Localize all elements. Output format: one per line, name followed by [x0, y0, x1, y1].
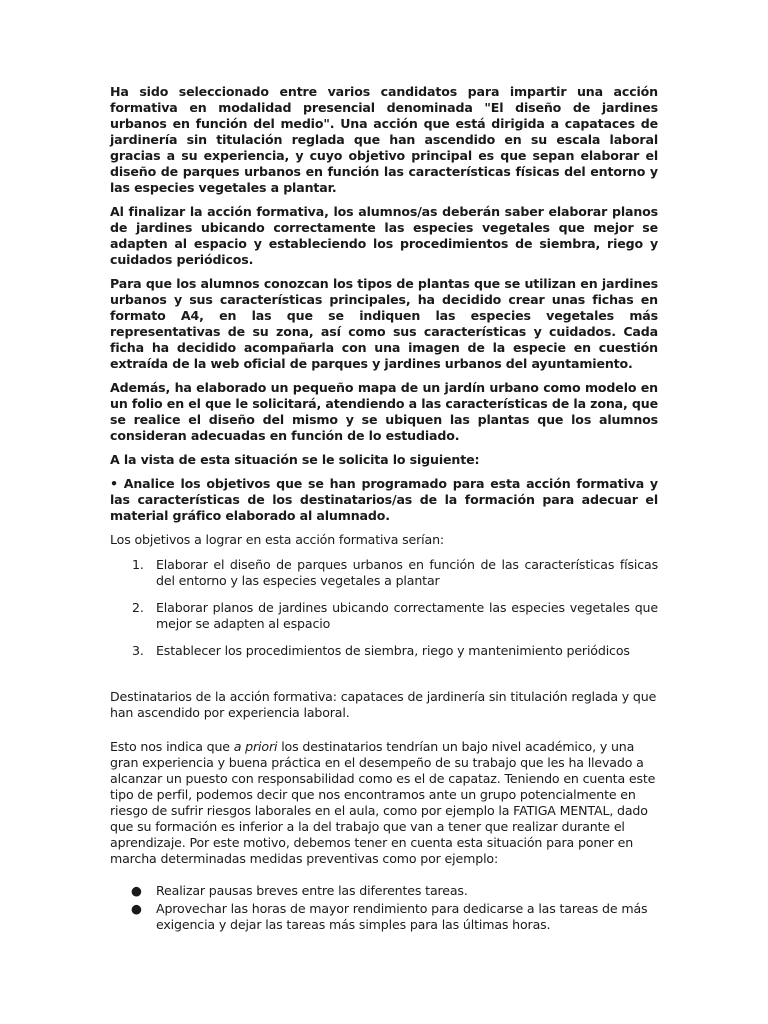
cards-paragraph: Para que los alumnos conozcan los tipos de plantas que se utilizan en jardines urbanos y sus características principales, ha decidido crear unas fichas en formato A4, en las que se indiquen las especies vegetales más representativas de su zona, así como sus características y cuidados. Cada ficha ha decidido acompañarla con una imagen de la especie en cuestión extraída de la web oficial de parques y jardines urbanos del ayuntamiento.	[110, 276, 658, 371]
recipients-paragraph: Destinatarios de la acción formativa: capataces de jardinería sin titulación reglada y que han ascendido por experiencia laboral.	[110, 689, 657, 720]
request-heading: A la vista de esta situación se le solicita lo siguiente:	[110, 452, 480, 467]
list-number: 3.	[132, 643, 144, 658]
list-number: 2.	[132, 600, 144, 615]
analysis-text-start: Esto nos indica que	[110, 739, 234, 754]
bullet-icon: ●	[131, 901, 142, 916]
intro-paragraph: Ha sido seleccionado entre varios candidatos para impartir una acción formativa en modalidad presencial denominada "El diseño de jardines urbanos en función del medio". Una acción que está dirigida a capataces de jardinería sin titulación reglada que han ascendido en su escala laboral gracias a su experiencia, y cuyo objetivo principal es que sepan elaborar el diseño de parques urbanos en función las características físicas del entorno y las especies vegetales a plantar.	[110, 84, 658, 195]
measures-list	[110, 883, 658, 933]
objectives-list	[110, 557, 658, 659]
list-item-text: Elaborar planos de jardines ubicando correctamente las especies vegetales que mejor se adapten al espacio	[156, 600, 658, 631]
objectives-intro: Los objetivos a lograr en esta acción formativa serían:	[110, 532, 444, 547]
list-item-text: Elaborar el diseño de parques urbanos en función de las características físicas del entorno y las especies vegetales a plantar	[156, 557, 658, 588]
bullet-icon: ●	[131, 883, 142, 898]
list-item	[110, 643, 658, 659]
analysis-text-rest: los destinatarios tendrían un bajo nivel académico, y una gran experiencia y buena práctica en el desempeño de su trabajo que les ha llevado a alcanzar un puesto con responsabilidad como es el de capataz. Teniendo en cuenta este tipo de perfil, podemos decir que nos encontramos ante un grupo potencialmente en riesgo de sufrir riesgos laborales en el aula, como por ejemplo la FATIGA MENTAL, dado que su formación es inferior a la del trabajo que van a tener que realizar durante el aprendizaje. Por este motivo, debemos tener en cuenta esta situación para poner en marcha determinadas medidas preventivas como por ejemplo:	[110, 739, 656, 866]
list-item	[110, 557, 658, 589]
task-paragraph: • Analice los objetivos que se han programado para esta acción formativa y las características de los destinatarios/as de la formación para adecuar el material gráfico elaborado al alumnado.	[110, 476, 658, 523]
analysis-emphasis: a priori	[233, 739, 278, 754]
list-item-text: Establecer los procedimientos de siembra, riego y mantenimiento periódicos	[156, 643, 630, 658]
list-number: 1.	[132, 557, 144, 572]
analysis-paragraph	[110, 739, 658, 867]
document-page	[110, 84, 658, 935]
list-item	[110, 883, 658, 899]
map-paragraph: Además, ha elaborado un pequeño mapa de un jardín urbano como modelo en un folio en el que le solicitará, atendiendo a las características de la zona, que se realice el diseño del mismo y se ubiquen las plantas que los alumnos consideran adecuadas en función de lo estudiado.	[110, 380, 658, 443]
list-item-text: Aprovechar las horas de mayor rendimiento para dedicarse a las tareas de más exigencia y dejar las tareas más simples para las últimas horas.	[156, 901, 648, 932]
list-item	[110, 901, 658, 933]
goal-paragraph: Al finalizar la acción formativa, los alumnos/as deberán saber elaborar planos de jardines ubicando correctamente las especies vegetales que mejor se adapten al espacio y estableciendo los procedimientos de siembra, riego y cuidados periódicos.	[110, 204, 658, 267]
list-item	[110, 600, 658, 632]
list-item-text: Realizar pausas breves entre las diferentes tareas.	[156, 883, 468, 898]
